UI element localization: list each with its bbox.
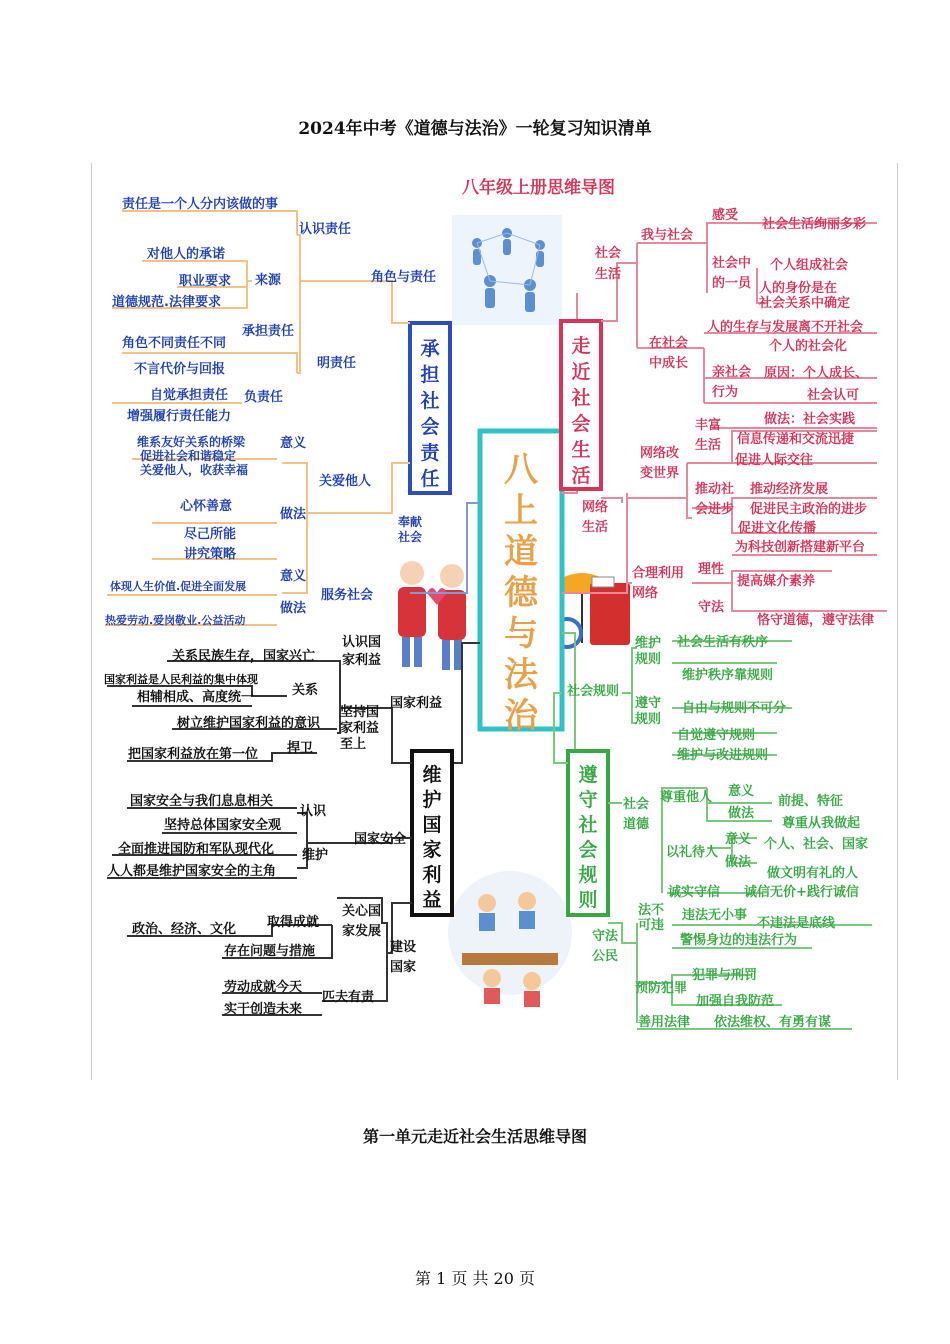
nation-sec2: 坚持总体国家安全观 [164,818,282,833]
rules-o2: 自觉遵守规则 [677,728,756,743]
resp-definition: 责任是一个人分内该做的事 [122,197,279,212]
social-net: 网络生活 [582,500,609,535]
social-pro3: 做法：社会实践 [764,412,856,427]
social-mem1: 个人组成社会 [770,258,849,273]
social-change: 网络改变世界 [640,446,680,481]
devote-label: 奉献社会 [398,515,423,544]
resp-ful1: 自觉承担责任 [150,388,229,403]
rules-law: 守法公民 [592,929,619,964]
nation-defend: 捍卫 [287,741,314,756]
rules-honest: 诚实守信 [668,885,721,900]
rules-rules: 社会规则 [567,684,620,699]
resp-fulfill: 负责任 [244,390,284,405]
section-caption: 第一单元走近社会生活思维导图 [362,1127,587,1146]
rules-gu1: 依法维权、有勇有谋 [714,1015,832,1030]
nation-dev: 关心国家发展 [342,904,382,939]
serve-m: 体现人生价值.促进全面发展 [110,580,247,593]
social-me: 我与社会 [641,228,694,243]
serve-d: 热爱劳动.爱岗敬业.公益活动 [105,614,246,627]
rules-pre2: 加强自我防范 [696,994,775,1009]
resp-ful2: 增强履行责任能力 [127,409,232,424]
nation-supreme: 坚持国家利益至上 [340,705,380,752]
care-m1: 维系友好关系的桥梁 [137,435,246,449]
volunteers-illustration [398,561,466,670]
social-pro2: 社会认可 [807,388,860,403]
nation-know: 认识国家利益 [342,635,382,668]
rules-obey: 遵守规则 [635,696,662,727]
nation-duty: 匹夫有责 [322,990,375,1005]
rules-res-meaning: 意义 [728,784,755,799]
nation-s2: 把国家利益放在第一位 [128,747,259,762]
resp-bear: 承担责任 [242,324,295,339]
nation-k1: 关系民族生存，国家兴亡 [172,649,316,664]
care-others: 关爱他人 [319,474,372,489]
rules-o1: 自由与规则不可分 [682,701,787,716]
nation-interest: 国家利益 [390,696,443,711]
social-p3: 促进文化传播 [738,521,817,536]
rules-cou2: 做文明有礼的人 [767,866,859,881]
resp-src2: 职业要求 [179,274,232,289]
rules-m1: 社会生活有秩序 [677,635,769,650]
nation-relation: 关系 [292,683,319,698]
social-push: 推动社会进步 [695,482,735,517]
resp-role: 角色与责任 [371,270,437,285]
nation-prob: 存在问题与措施 [224,944,316,959]
social-pro1: 原因：个人成长、 [764,366,869,381]
rules-m2: 维护秩序靠规则 [682,668,774,683]
social-g1: 人的生存与发展离不开社会 [707,320,864,335]
social-mem2: 人的身份是在 [759,281,838,296]
rules-pre1: 犯罪与刑罚 [692,968,758,983]
social-rich: 丰富生活 [695,418,722,453]
social-mem3: 社会关系中确定 [759,296,851,311]
social-pro: 亲社会行为 [712,365,752,400]
social-rational: 理性 [698,562,725,577]
mind-map-svg [92,163,897,1080]
social-feel1: 社会生活绚丽多彩 [762,217,867,232]
resp-recognize: 认识责任 [299,222,352,237]
nation-ach: 取得成就 [267,915,320,930]
rules-nl2: 不违法是底线 [757,916,836,931]
rules-nl3: 警惕身边的违法行为 [680,933,798,948]
branch-social-title: 走近社会生活 [571,335,591,487]
page-footer: 第 1 页 共 20 页 [415,1269,535,1288]
social-p1: 推动经济发展 [750,482,829,497]
rules-gooduse: 善用法律 [638,1015,691,1030]
branch-responsibility-title: 承担社会责任 [420,338,440,490]
mindmap-title: 八年级上册思维导图 [462,178,615,198]
center-text: 八上道德与法治 [504,450,538,736]
social-guard1: 恪守道德，遵守法律 [757,613,875,628]
resp-bear2: 不言代价与回报 [134,362,226,377]
rules-hon1: 诚信无价+践行诚信 [744,885,859,900]
social-grow: 在社会中成长 [649,336,689,371]
rules-cou-method: 做法 [725,855,752,870]
nation-duty2: 实干创造未来 [224,1002,303,1017]
social-rich1: 信息传递和交流迅捷 [737,432,855,447]
rules-courtesy: 以礼待人 [666,845,719,860]
care-m3: 关爱他人，收获幸福 [140,463,249,477]
nation-r2: 相辅相成、高度统一 [137,690,255,705]
nation-sec-know: 认识 [300,804,327,819]
social-g2: 个人的社会化 [769,339,848,354]
nation-sec-keep: 维护 [302,848,329,863]
serve-method: 做法 [280,601,307,616]
nation-sec1: 国家安全与我们息息相关 [130,794,274,809]
rules-prevent: 预防犯罪 [635,981,688,996]
branch-nation-title: 维护国家利益 [422,764,442,911]
resp-src1: 对他人的承诺 [147,247,226,262]
social-rich2: 促进人际交往 [735,453,814,468]
care-d3: 讲究策略 [184,547,237,562]
social-p2: 促进民主政治的进步 [750,502,868,517]
nation-s1: 树立维护国家利益的意识 [177,716,321,731]
resp-clear: 明责任 [317,356,357,371]
social-guard: 守法 [698,600,725,615]
serve-society: 服务社会 [321,588,374,603]
nation-sec3: 全面推进国防和军队现代化 [118,842,275,857]
care-meaning: 意义 [280,436,307,451]
document-title: 2024年中考《道德与法治》一轮复习知识清单 [298,119,652,139]
rules-res1: 前提、特征 [778,794,844,809]
rules-cou1: 个人、社会、国家 [764,837,869,852]
rules-nl1: 违法无小事 [682,908,748,923]
social-life: 社会生活 [595,246,622,282]
care-m2: 促进社会和谐稳定 [140,449,237,463]
nation-sec4: 人人都是维护国家安全的主角 [107,864,277,879]
rules-res-method: 做法 [728,806,755,821]
care-d2: 尽己所能 [184,527,237,542]
social-rat1: 提高媒介素养 [737,574,816,589]
rules-moral: 社会道德 [623,797,650,832]
nation-duty1: 劳动成就今天 [224,980,303,995]
rules-cou-meaning: 意义 [725,832,752,847]
social-feel: 感受 [712,208,739,223]
resp-src3: 道德规范.法律要求 [112,295,221,310]
rules-maintain: 维护规则 [635,636,662,667]
mind-map-figure [91,163,898,1080]
resp-source: 来源 [255,273,282,288]
social-member: 社会中的一员 [712,256,752,291]
rules-res2: 尊重从我做起 [782,816,861,831]
social-p4: 为科技创新搭建新平台 [735,540,866,555]
rules-respect: 尊重他人 [660,790,713,805]
children-classroom-illustration [448,871,572,1007]
care-method: 做法 [280,507,307,522]
nation-r1: 国家利益是人民利益的集中体现 [104,673,258,686]
rules-notlaw: 法不可违 [638,903,665,933]
resp-bear1: 角色不同责任不同 [122,336,227,351]
nation-ach1: 政治、经济、文化 [132,922,237,937]
people-network-illustration [452,215,562,325]
nation-security: 国家安全 [354,832,407,847]
rules-o3: 维护与改进规则 [677,748,769,763]
nation-build: 建设国家 [390,940,417,975]
social-use: 合理利用网络 [632,566,685,601]
branch-rules-title: 遵守社会规则 [578,764,598,911]
care-d1: 心怀善意 [180,499,233,514]
serve-meaning: 意义 [280,569,307,584]
